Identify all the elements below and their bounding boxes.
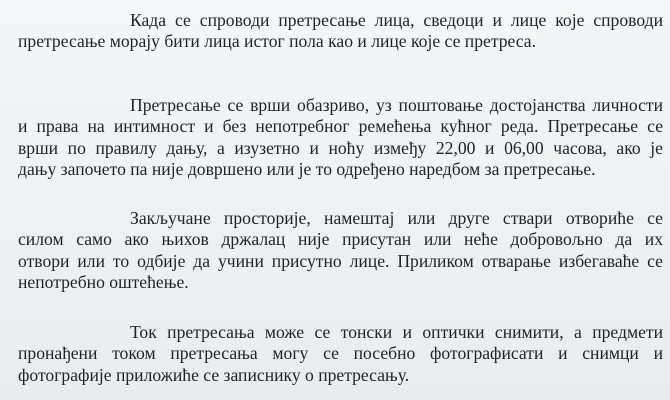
text-line: Ток претресања може се тонски и оптички снимити, а предмети [130,322,663,342]
text-line: претресање морају бити лица истог пола као и лице које се претреса. [18,31,536,52]
text-line: и права на интимност и без непотребног ремећења кућног реда. Претресање се [18,116,663,137]
paragraph-2 [18,95,663,181]
text-line: дању започето па није довршено или је то одређено наредбом за претресање. [18,159,596,180]
paragraph-4 [18,322,663,386]
text-line: фотографије приложиће се записнику о претресању. [18,364,410,385]
text-line: отвори или то одбије да учини присутно лице. Приликом отварање избегаваће се [18,250,663,271]
text-line: непотребно оштећење. [18,272,189,293]
text-line: силом само ако њихов држалац није присутан или неће добровољно да их [18,229,663,250]
text-line: Претресање се врши обазриво, уз поштовање достојанства личности [130,95,663,115]
paragraph-1 [18,10,663,53]
paragraph-3 [18,208,663,294]
text-line: пронађени током претресања могу се посебно фотографисати и снимци и [18,343,663,364]
text-line: Када се спроводи претресање лица, сведоци и лице које спроводи [130,10,663,30]
text-line: Закључане просторије, намештај или друге ствари отвориће се [130,208,663,228]
text-line: врши по правилу дању, а изузетно и ноћу између 22,00 и 06,00 часова, ако је [18,137,663,158]
